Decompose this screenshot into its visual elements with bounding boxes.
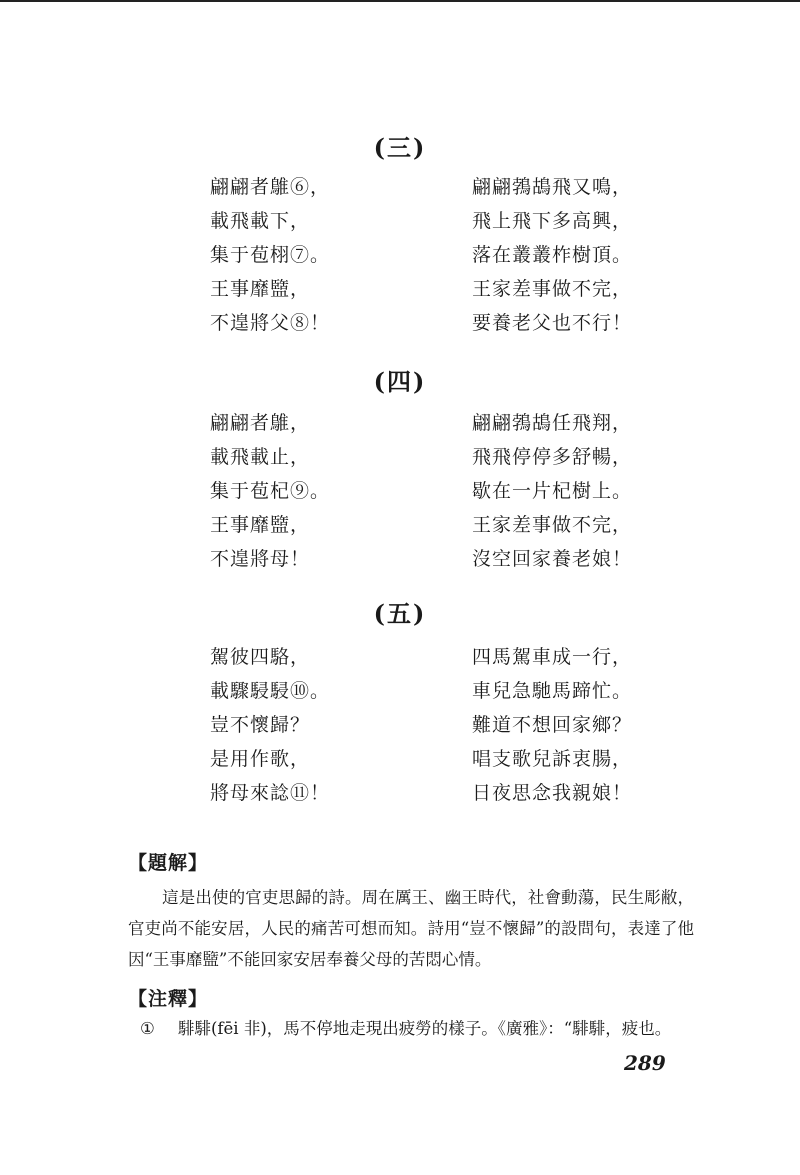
verse-line: 載飛載下， [210,210,311,232]
verse-line: 駕彼四駱， [210,646,311,668]
translation-line: 沒空回家養老娘！ [472,548,633,570]
stanza-heading-3: (三) [373,133,427,162]
translation-line: 落在叢叢柞樹頂。 [472,244,633,266]
stanza-4-original [210,406,330,576]
zhushi-heading: 【注釋】 [128,988,209,1010]
verse-line: 集于苞杞⑨。 [210,480,331,502]
translation-line: 唱支歌兒訴衷腸， [472,748,633,770]
verse-line: 將母來諗⑪！ [210,782,331,804]
translation-line: 飛飛停停多舒暢， [472,446,633,468]
verse-line: 王事靡盬， [210,278,311,300]
stanza-3-original [210,170,330,340]
verse-line: 豈不懷歸？ [210,714,311,736]
verse-line: 王事靡盬， [210,514,311,536]
translation-line: 翩翩鵓鴣飛又鳴， [472,176,633,198]
verse-line: 不遑將父⑧！ [210,312,331,334]
translation-line: 四馬駕車成一行， [472,646,633,668]
verse-line: 載飛載止， [210,446,311,468]
translation-line: 難道不想回家鄉？ [472,714,633,736]
page-number: 289 [624,1051,666,1075]
translation-line: 王家差事做不完， [472,514,633,536]
translation-line: 車兒急馳馬蹄忙。 [472,680,633,702]
tijie-heading: 【題解】 [128,852,209,874]
stanza-4-translation [472,406,632,576]
translation-line: 日夜思念我親娘！ [472,782,633,804]
verse-line: 集于苞栩⑦。 [210,244,331,266]
translation-line: 翩翩鵓鴣任飛翔， [472,412,633,434]
translation-line: 王家差事做不完， [472,278,633,300]
verse-line: 載驟駸駸⑩。 [210,680,331,702]
translation-line: 歇在一片杞樹上。 [472,480,633,502]
verse-line: 翩翩者鵻， [210,412,311,434]
tijie-text: 這是出使的官吏思歸的詩。周在厲王、幽王時代，社會動蕩，民生彫敝，官吏尚不能安居，人民的痛苦可想而知。詩用“豈不懷歸”的設問句，表達了他因“王事靡盬”不能回家安居奉養父母的苦悶心情。 [128,888,694,969]
top-border-rule [0,0,800,2]
stanza-5-original [210,640,330,810]
stanza-heading-4: (四) [373,367,427,396]
verse-line: 不遑將母！ [210,548,311,570]
stanza-5-translation [472,640,632,810]
note-item [140,1014,700,1044]
tijie-paragraph [128,882,694,975]
translation-line: 飛上飛下多高興， [472,210,633,232]
note-number: ① [140,1019,155,1038]
verse-line: 翩翩者鵻⑥， [210,176,331,198]
note-text: 騑騑(fēi 非)，馬不停地走現出疲勞的樣子。《廣雅》：“騑騑，疲也。 [178,1019,672,1038]
stanza-heading-5: (五) [373,599,427,628]
translation-line: 要養老父也不行！ [472,312,633,334]
verse-line: 是用作歌， [210,748,311,770]
stanza-3-translation [472,170,632,340]
